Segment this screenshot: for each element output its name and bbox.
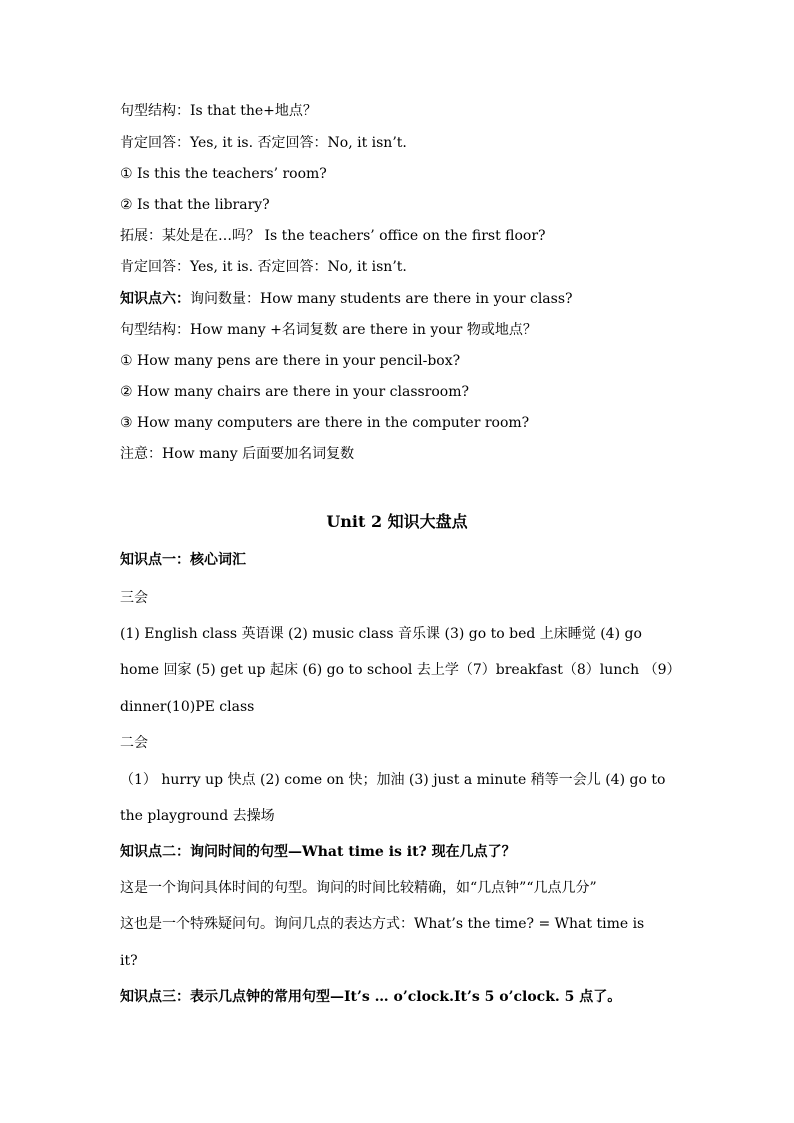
text-line: 注意：How many 后面要加名词复数 — [120, 446, 355, 462]
knowledge-point-heading: 知识点三：表示几点钟的常用句型—It’s … o’clock.It’s 5 o’clock. 5 点了。 — [120, 989, 622, 1005]
text-line: 这是一个询问具体时间的句型。询问的时间比较精确，如“几点钟”“几点几分” — [120, 880, 597, 896]
text-line: 句型结构：How many +名词复数 are there in your 物或地点？ — [120, 322, 537, 338]
text-line: 肯定回答：Yes, it is. 否定回答：No, it isn’t. — [120, 259, 407, 275]
text-line: 三会 — [120, 590, 148, 606]
knowledge-point-heading: 知识点二：询问时间的句型—What time is it? 现在几点了？ — [120, 844, 516, 860]
text-line: ① Is this the teachers’ room? — [120, 166, 327, 182]
text-line: 二会 — [120, 735, 148, 751]
text-line: 这也是一个特殊疑问句。询问几点的表达方式：What’s the time? = What time is — [120, 916, 645, 932]
text-line: 肯定回答：Yes, it is. 否定回答：No, it isn’t. — [120, 135, 407, 151]
knowledge-point-six — [120, 289, 680, 309]
text-line: ③ How many computers are there in the computer room? — [120, 415, 530, 431]
text-line: 拓展：某处是在…吗？ Is the teachers’ office on the first floor? — [120, 228, 546, 244]
text-line: ① How many pens are there in your pencil-box? — [120, 353, 461, 369]
section-title: Unit 2 知识大盘点 — [326, 512, 468, 531]
text-line: 句型结构：Is that the+地点？ — [120, 103, 317, 119]
text-line: ② How many chairs are there in your classroom? — [120, 384, 470, 400]
text-line: the playground 去操场 — [120, 808, 275, 824]
point-text: 询问数量：How many students are there in your class? — [190, 291, 573, 307]
knowledge-point-heading: 知识点一：核心词汇 — [120, 552, 246, 568]
text-line: dinner(10)PE class — [120, 699, 255, 715]
text-line: ② Is that the library? — [120, 197, 270, 213]
point-heading: 知识点六： — [120, 291, 190, 307]
text-line: it? — [120, 953, 138, 969]
text-line: (1) English class 英语课 (2) music class 音乐课 (3) go to bed 上床睡觉 (4) go — [120, 626, 642, 642]
text-line: （1） hurry up 快点 (2) come on 快；加油 (3) just a minute 稍等一会儿 (4) go to — [120, 772, 666, 788]
text-line: home 回家 (5) get up 起床 (6) go to school 去上学（7）breakfast（8）lunch （9） — [120, 662, 681, 678]
